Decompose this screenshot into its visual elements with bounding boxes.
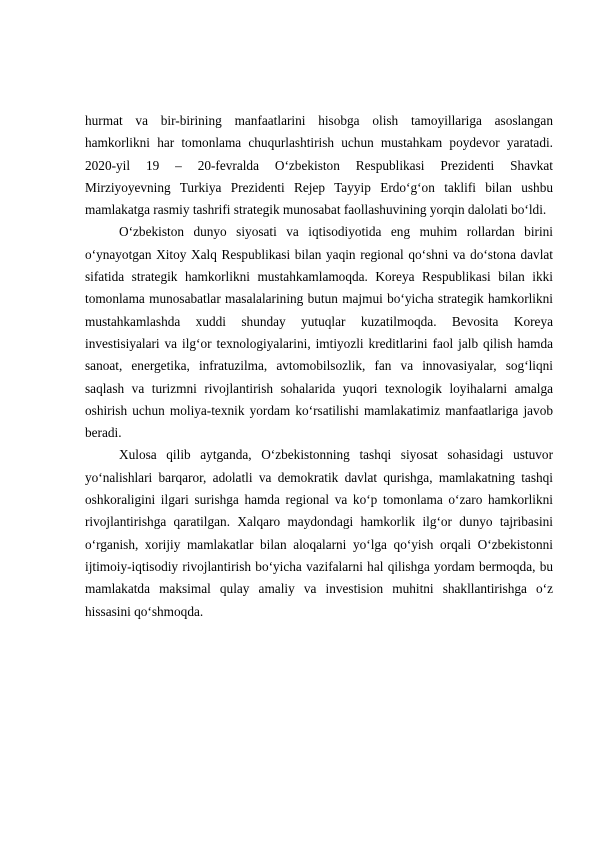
paragraph-continued: hurmat va bir-birining manfaatlarini hisobga olish tamoyillariga asoslangan hamkorlikni har tomonlama chuqurlashtirish uchun mustahkam poydevor yaratadi. 2020-yil 19 – 20-fevralda O‘zbekiston Respublikasi Prezidenti Shavkat Mirziyoyevning Turkiya Prezidenti Rejep Tayyip Erdo‘g‘on taklifi bilan ushbu mamlakatga rasmiy tashrifi strategik munosabat faollashuvining yorqin dalolati bo‘ldi. [85, 113, 553, 218]
document-body [85, 110, 553, 623]
paragraph-conclusion: Xulosa qilib aytganda, O‘zbekistonning tashqi siyosat sohasidagi ustuvor yo‘nalishlari barqaror, adolatli va demokratik davlat qurishga, mamlakatning tashqi oshkoraligini ilgari surishga hamda regional va ko‘p tomonlama o‘zaro hamkorlikni rivojlantirishga qaratilgan. Xalqaro maydondagi hamkorlik ilg‘or dunyo tajribasini o‘rganish, xorijiy mamlakatlar bilan aloqalarni yo‘lga qo‘yish orqali O‘zbekistonni ijtimoiy-iqtisodiy rivojlantirish bo‘yicha vazifalarni hal qilishga yordam bermoqda, bu mamlakatda maksimal qulay amaliy va investision muhitni shakllantirishga o‘z hissasini qo‘shmoqda. [85, 447, 553, 619]
paragraph-strategic-partnership: O‘zbekiston dunyo siyosati va iqtisodiyotida eng muhim rollardan birini o‘ynayotgan Xitoy Xalq Respublikasi bilan yaqin regional qo‘shni va do‘stona davlat sifatida strategik hamkorlikni mustahkamlamoqda. Koreya Respublikasi bilan ikki tomonlama munosabatlar masalalarining butun majmui bo‘yicha strategik hamkorlikni mustahkamlashda xuddi shunday yutuqlar kuzatilmoqda. Bevosita Koreya investisiyalari va ilg‘or texnologiyalarini, imtiyozli kreditlarini faol jalb qilish hamda sanoat, energetika, infratuzilma, avtomobilsozlik, fan va innovasiyalar, sog‘liqni saqlash va turizmni rivojlantirish sohalarida yuqori texnologik loyihalarni amalga oshirish uchun moliya-texnik yordam ko‘rsatilishi mamlakatimiz manfaatlariga javob beradi. [85, 224, 553, 441]
